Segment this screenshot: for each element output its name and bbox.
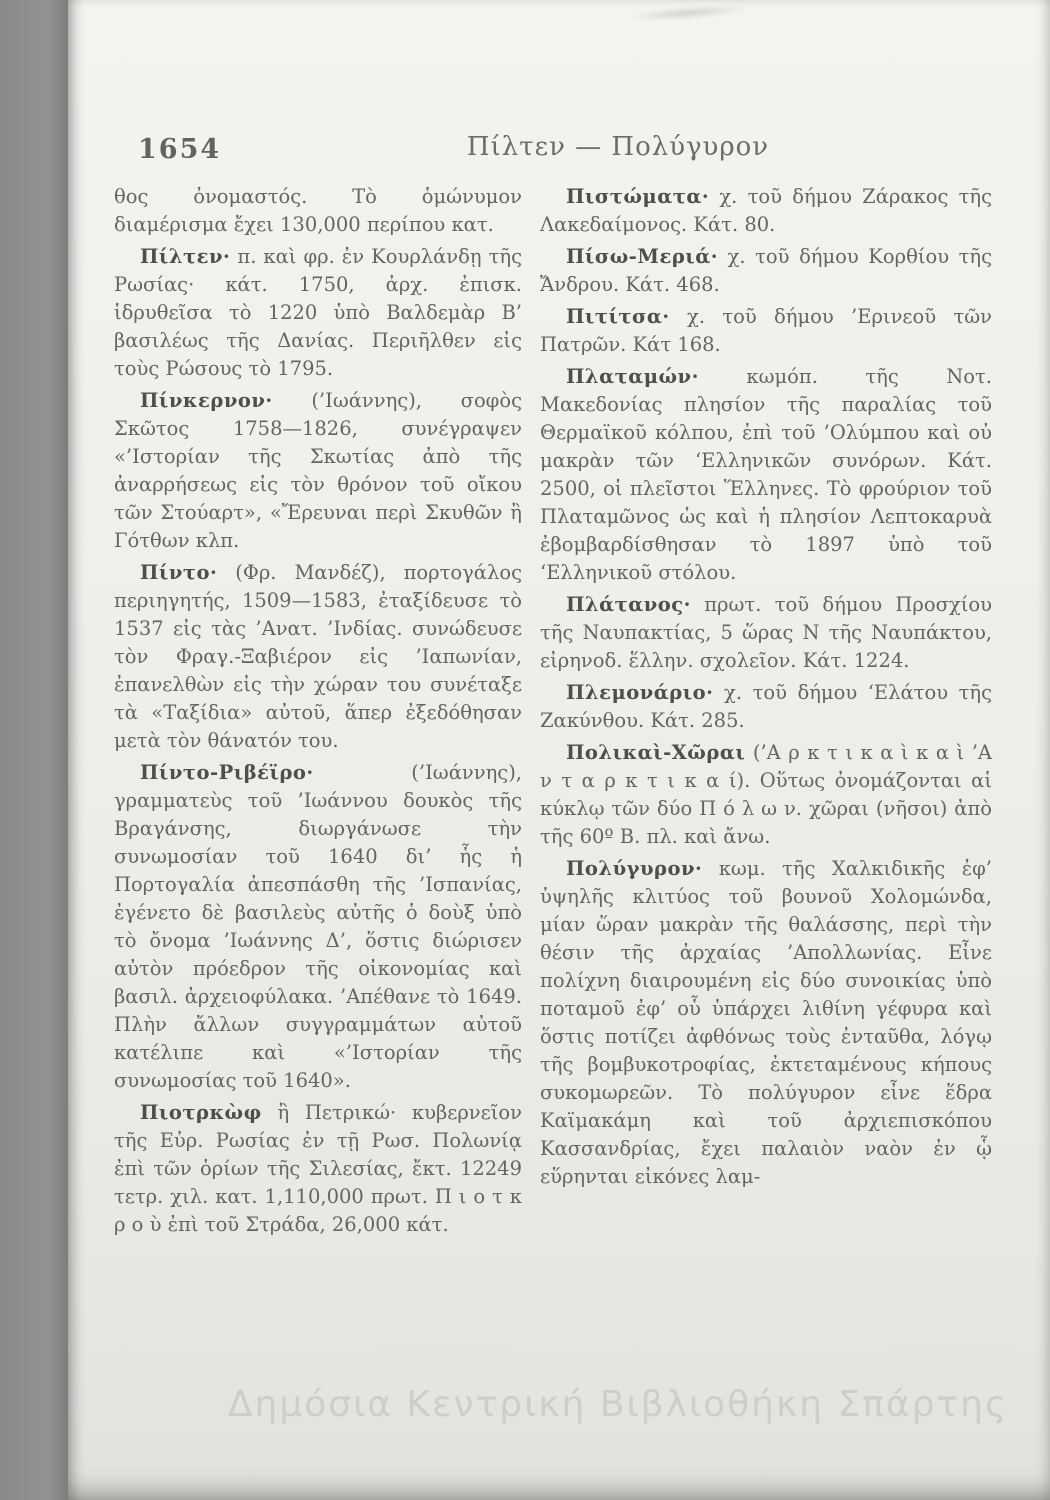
entry-headword: Πλεμονάριο·	[566, 681, 714, 704]
entry-polygyron	[540, 855, 992, 1191]
entry-pinkernon	[114, 387, 522, 555]
entry-continuation: θος ὀνομαστός. Τὸ ὁμώνυμον διαμέρισμα ἔχει 130,000 περίπου κατ.	[114, 185, 522, 236]
entry-piso-meria	[540, 243, 992, 299]
entry-body: χ. τοῦ δήμου Ζάρακος τῆς Λακεδαίμονος. Κάτ. 80.	[540, 185, 992, 236]
right-column	[540, 183, 992, 1195]
running-header: Πίλτεν — Πολύγυρον	[466, 132, 770, 162]
entry-headword: Πολύγυρον·	[566, 857, 703, 880]
scan-gutter-shadow	[0, 0, 68, 1500]
entry-headword: Πίντο-Ριβέϊρο·	[140, 761, 314, 784]
entry-body: (’Ιωάννης), γραμματεὺς τοῦ ’Ιωάννου δουκὸς τῆς Βραγάνσης, διωργάνωσε τὴν συνωμοσίαν τοῦ 1640 δι’ ἧς ἡ Πορτογαλία ἀπεσπάσθη τῆς ’Ισπανίας, ἐγένετο δὲ βασιλεὺς αὐτῆς ὁ δοὺξ ὑπὸ τὸ ὄνομα ’Ιωάννης Δ’, ὅστις διώρισεν αὐτὸν πρόεδρον τῆς οἰκονομίας καὶ βασιλ. ἀρχειοφύλακα. ’Απέθανε τὸ 1649. Πλὴν ἄλλων συγγραμμάτων αὐτοῦ κατέλιπε καὶ «’Ιστορίαν τῆς συνωμοσίας τοῦ 1640».	[114, 761, 522, 1092]
entry-headword: Πιτίτσα·	[566, 305, 670, 328]
entry-body: (’Α ρ κ τ ι κ α ὶ κ α ὶ ’Α ν τ α ρ κ τ ι κ α ί). Οὕτως ὀνομάζονται αἱ κύκλῳ τῶν δύο Π ό λ ω ν. χῶραι (νῆσοι) ἀπὸ τῆς 60º Β. πλ. καὶ ἄνω.	[540, 741, 992, 848]
entry-piotrkof	[114, 1099, 522, 1239]
entry-body: (Φρ. Μανδέζ), πορτογάλος περιηγητής, 1509—1583, ἐταξίδευσε τὸ 1537 εἰς τὰς ’Ανατ. ’Ινδίας. συνώδευσε τὸν Φραγ.-Ξαβιέρον εἰς ’Ιαπωνίαν, ἐπανελθὼν εἰς τὴν χώραν του συνέταξε τὰ «Ταξίδια» αὐτοῦ, ἅπερ ἐξεδόθησαν μετὰ τὸν θάνατόν του.	[114, 561, 522, 752]
entry-pititsa	[540, 303, 992, 359]
entry-headword: Πλαταμών·	[566, 365, 699, 388]
entry-headword: Πίντο·	[140, 561, 218, 584]
entry-body: χ. τοῦ δήμου Κορθίου τῆς Ἄνδρου. Κάτ. 468.	[540, 245, 992, 296]
entry-body: πρωτ. τοῦ δήμου Προσχίου τῆς Ναυπακτίας, 5 ὥρας Ν τῆς Ναυπάκτου, εἰρηνοδ. ἕλλην. σχολεῖον. Κάτ. 1224.	[540, 593, 992, 672]
entry-pinto	[114, 559, 522, 755]
entry-body: ἢ Πετρικώ· κυβερνεῖον τῆς Εὐρ. Ρωσίας ἐν τῇ Ρωσ. Πολωνίᾳ ἐπὶ τῶν ὁρίων τῆς Σιλεσίας, ἔκτ. 12249 τετρ. χιλ. κατ. 1,110,000 πρωτ. Π ι ο τ κ ρ ο ὺ ἐπὶ τοῦ Στράδα, 26,000 κάτ.	[114, 1101, 523, 1236]
entry-headword: Πιοτρκὼφ	[140, 1101, 262, 1124]
entry-headword: Πολικαὶ-Χῶραι	[566, 741, 746, 764]
entry-pinto-ribeiro	[114, 759, 522, 1095]
library-stamp-watermark: Δημόσια Κεντρική Βιβλιοθήκη Σπάρτης	[227, 1384, 1009, 1425]
entry-body: χ. τοῦ δήμου ’Ερινεοῦ τῶν Πατρῶν. Κάτ 168.	[540, 305, 992, 356]
entry-body: κωμ. τῆς Χαλκιδικῆς ἐφ’ ὑψηλῆς κλιτύος τοῦ βουνοῦ Χολομώνδα, μίαν ὥραν μακρὰν τῆς θαλάσσης, περὶ τὴν θέσιν τῆς ἀρχαίας ’Απολλωνίας. Εἶνε πολίχνη διαιρουμένη εἰς δύο συνοικίας ὑπὸ ποταμοῦ ἐφ’ οὗ ὑπάρχει λιθίνη γέφυρα καὶ ὅστις ποτίζει ἀφθόνως τοὺς ἐνταῦθα, λόγῳ τῆς βομβυκοτροφίας, ἐκτεταμένους κήπους συκομωρεῶν. Τὸ πολύγυρον εἶνε ἕδρα Καϊμακάμη καὶ τοῦ ἀρχιεπισκόπου Κασσανδρίας, ἔχει παλαιὸν ναὸν ἐν ᾧ εὕρηνται εἰκόνες λαμ-	[540, 857, 993, 1188]
entry-headword: Πλάτανος·	[566, 593, 691, 616]
page-number: 1654	[138, 134, 222, 165]
entry-pistomata	[540, 183, 992, 239]
entry-headword: Πίλτεν·	[140, 245, 231, 268]
entry-headword: Πίνκερνον·	[140, 389, 273, 412]
left-column	[114, 183, 522, 1243]
entry-body: χ. τοῦ δήμου ‘Ελάτου τῆς Ζακύνθου. Κάτ. 285.	[540, 681, 992, 732]
scan-smudge	[628, 2, 749, 24]
entry-platanos	[540, 591, 992, 675]
entry-body: κωμόπ. τῆς Νοτ. Μακεδονίας πλησίον τῆς παραλίας τοῦ Θερμαϊκοῦ κόλπου, ἐπὶ τοῦ ’Ολύμπου καὶ οὐ μακρὰν τῶν ‘Ελληνικῶν συνόρων. Κάτ. 2500, οἱ πλεῖστοι Ἕλληνες. Τὸ φρούριον τοῦ Πλαταμῶνος ὡς καὶ ἡ πλησίον Λεπτοκαρυὰ ἐβομβαρδίσθησαν τὸ 1897 ὑπὸ τοῦ ‘Ελληνικοῦ στόλου.	[540, 365, 993, 584]
entry-headword: Πιστώματα·	[566, 185, 710, 208]
entry-body: (’Ιωάννης), σοφὸς Σκῶτος 1758—1826, συνέγραψεν «’Ιστορίαν τῆς Σκωτίας ἀπὸ τῆς ἀναρρήσεως εἰς τὸν θρόνον τοῦ οἴκου τῶν Στούαρτ», «Ἔρευναι περὶ Σκυθῶν ἢ Γότθων κλπ.	[114, 389, 522, 552]
entry-headword: Πίσω-Μεριά·	[566, 245, 719, 268]
entry-platamon	[540, 363, 992, 587]
book-page	[68, 0, 1050, 1500]
entry-pilten	[114, 243, 522, 383]
entry-plemonario	[540, 679, 992, 735]
entry-polikai-chorai	[540, 739, 992, 851]
page-header	[68, 132, 1050, 172]
entry-body: π. καὶ φρ. ἐν Κουρλάνδῃ τῆς Ρωσίας· κάτ. 1750, ἀρχ. ἐπισκ. ἱδρυθεῖσα τὸ 1220 ὑπὸ Βαλδεμὰρ Β’ βασιλέως τῆς Δανίας. Περιῆλθεν εἰς τοὺς Ρώσους τὸ 1795.	[114, 245, 523, 380]
